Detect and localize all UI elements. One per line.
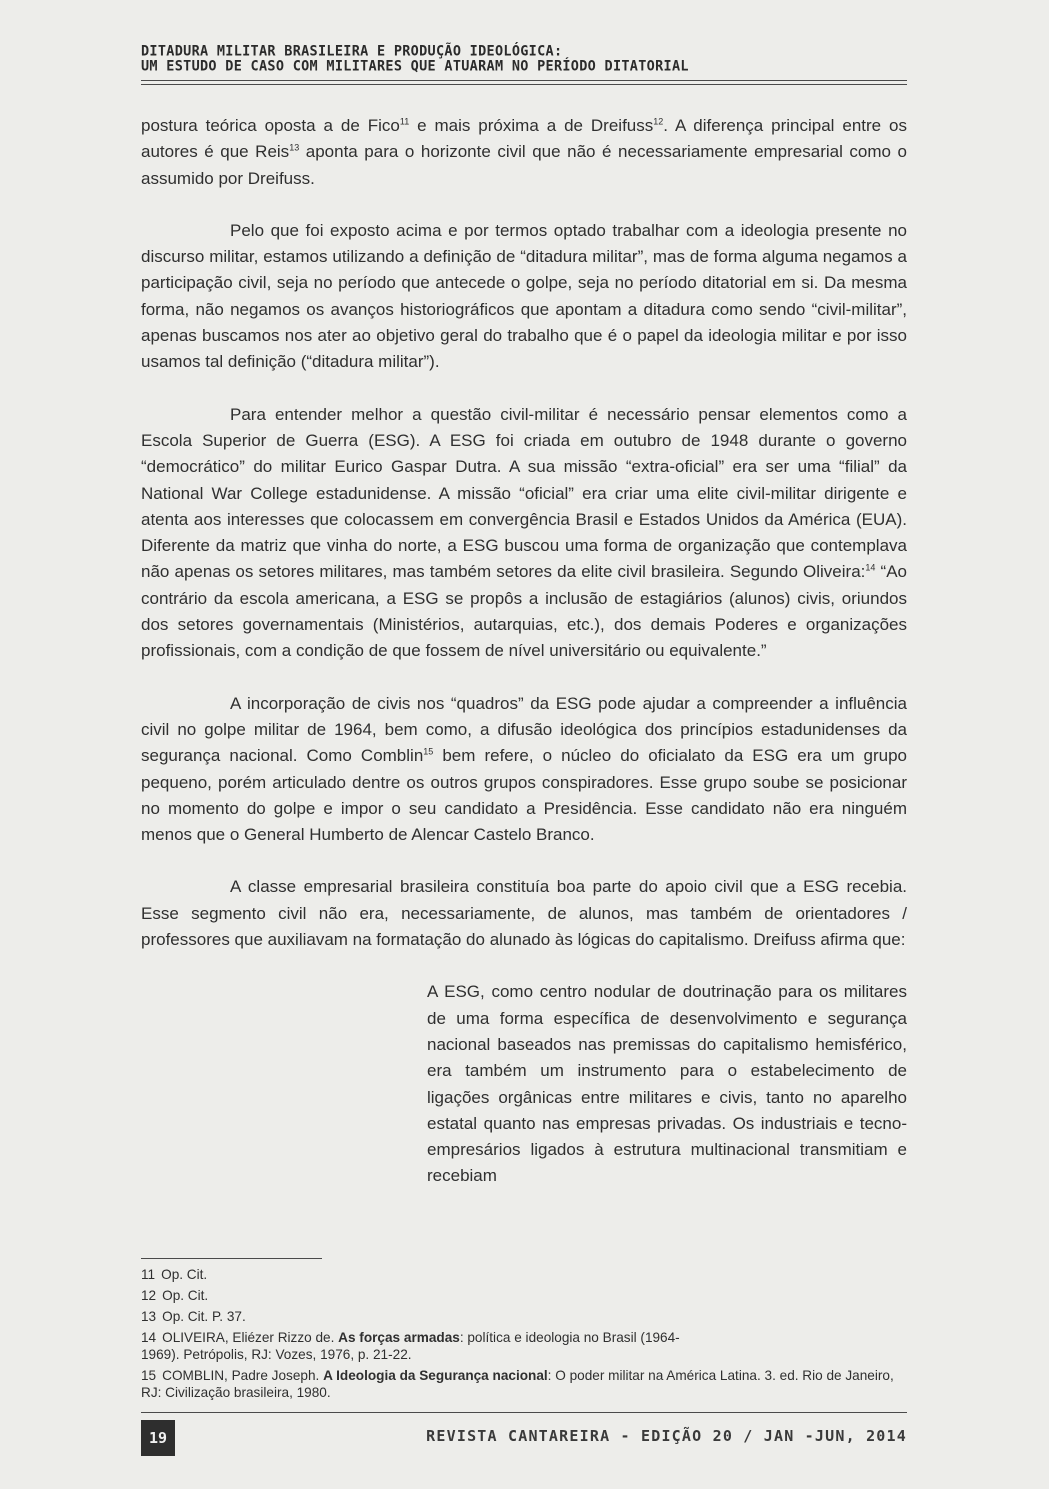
block-quote: A ESG, como centro nodular de doutrinação para os militares de uma forma específica de desenvolvimento e segurança nacional baseados nas premissas do capitalismo hemisférico, era também um instrumento para o estabelecimento de ligações orgânicas entre militares e civis, tanto no aparelho estatal quanto nas empresas privadas. Os industriais e tecno-empresários ligados à estrutura multinacional transmitiam e recebiam xyxy=(427,982,907,1186)
header-title-line-2: UM ESTUDO DE CASO COM MILITARES QUE ATUARAM NO PERÍODO DITATORIAL xyxy=(141,57,689,75)
paragraph-1-text-c: . A diferença principal entre os autores é que Reis xyxy=(141,116,907,162)
footnote-11 xyxy=(141,1266,907,1283)
footnotes xyxy=(141,1258,907,1405)
footnote-book-title: A Ideologia da Segurança nacional xyxy=(323,1368,548,1383)
paragraph-5: A classe empresarial brasileira constituía boa parte do apoio civil que a ESG recebia. Esse segmento civil não era, necessariamente, de alunos, mas também de orientadores / professores que auxiliavam na formatação do alunado às lógicas do capitalismo. Dreifuss afirma que: xyxy=(141,877,907,950)
footnote-number: 11 xyxy=(141,1267,156,1282)
footnote-text: Op. Cit. P. 37. xyxy=(162,1309,246,1324)
footnote-ref-14[interactable]: 14 xyxy=(865,562,876,573)
paragraph-3-text-b: “Ao contrário da escola americana, a ESG se propôs a inclusão de estagiários (alunos) civis, oriundos dos setores governamentais (Ministérios, autarquias, etc.), dos demais Poderes e organizações profissionais, com a condição de que fossem de nível universitário ou equivalente.” xyxy=(141,562,907,661)
running-header xyxy=(141,44,907,85)
paragraph-1-text-b: e mais próxima a de Dreifuss xyxy=(409,116,654,135)
paragraph-4-text-a: A incorporação de civis nos “quadros” da ESG pode ajudar a compreender a influência civil no golpe militar de 1964, bem como, a difusão ideológica dos princípios estadunidenses da segurança nacional. Como Comblin xyxy=(141,693,907,766)
paragraph-1-text-a: postura teórica oposta a de Fico xyxy=(141,116,400,135)
footnote-book-title: As forças armadas xyxy=(338,1330,460,1345)
footnote-rule xyxy=(141,1258,322,1259)
paragraph-4-text-b: bem refere, o núcleo do oficialato da ESG era um grupo pequeno, porém articulado dentre os outros grupos conspiradores. Esse grupo soube se posicionar no momento do golpe e impor o seu candidato a Presidência. Esse candidato não era ninguém menos que o General Humberto de Alencar Castelo Branco. xyxy=(141,746,908,845)
footnote-14 xyxy=(141,1329,907,1363)
paragraph-1 xyxy=(141,113,907,192)
header-title-line-1: DITADURA MILITAR BRASILEIRA E PRODUÇÃO IDEOLÓGICA: xyxy=(141,42,563,60)
footnote-text: : política e ideologia no Brasil (1964- xyxy=(459,1330,680,1345)
page-number: 19 xyxy=(141,1420,175,1456)
paragraph-3-text-a: Para entender melhor a questão civil-militar é necessário pensar elementos como a Escola Superior de Guerra (ESG). A ESG foi criada em outubro de 1948 durante o governo “democrático” do militar Eurico Gaspar Dutra. A sua missão “extra-oficial” era ser uma “filial” da National War College estadunidense. A missão “oficial” era criar uma elite civil-militar dirigente e atenta aos interesses que colocassem em convergência Brasil e Estados Unidos da América (EUA). Diferente da matriz que vinha do norte, a ESG buscou uma forma de organização que contemplava não apenas os setores militares, mas também setores da elite civil brasileira. Segundo Oliveira: xyxy=(141,404,907,582)
paragraph-4 xyxy=(141,691,907,849)
journal-edition: REVISTA CANTAREIRA - EDIÇÃO 20 / JAN -JUN, 2014 xyxy=(426,1427,907,1445)
footnote-number: 12 xyxy=(141,1288,157,1303)
footnote-ref-12[interactable]: 12 xyxy=(653,116,664,127)
footer-rule xyxy=(141,1412,907,1413)
footnote-15 xyxy=(141,1367,907,1401)
footnote-13 xyxy=(141,1308,907,1325)
footnote-number: 15 xyxy=(141,1368,157,1383)
footnote-ref-11[interactable]: 11 xyxy=(399,116,410,127)
article-body xyxy=(141,113,907,1190)
footnote-text: Op. Cit. xyxy=(161,1267,208,1282)
footnote-text: : O poder militar na América Latina. 3. ed. Rio de Janeiro, RJ: Civilização brasileira, 1980. xyxy=(141,1368,894,1400)
paragraph-3 xyxy=(141,402,907,665)
footnote-text: COMBLIN, Padre Joseph. xyxy=(162,1368,324,1383)
footnote-text: Op. Cit. xyxy=(162,1288,209,1303)
header-rule xyxy=(141,80,907,85)
footnote-ref-13[interactable]: 13 xyxy=(289,142,300,153)
footnote-number: 14 xyxy=(141,1330,157,1345)
footnote-text: 1969). Petrópolis, RJ: Vozes, 1976, p. 21-22. xyxy=(141,1347,412,1362)
paragraph-1-text-d: aponta para o horizonte civil que não é necessariamente empresarial como o assumido por Dreifuss. xyxy=(141,142,907,188)
footnote-12 xyxy=(141,1287,907,1304)
footnote-text: OLIVEIRA, Eliézer Rizzo de. xyxy=(162,1330,339,1345)
footnote-ref-15[interactable]: 15 xyxy=(423,746,434,757)
paragraph-2: Pelo que foi exposto acima e por termos optado trabalhar com a ideologia presente no discurso militar, estamos utilizando a definição de “ditadura militar”, mas de forma alguma negamos a participação civil, seja no período que antecede o golpe, seja no período ditatorial em si. Da mesma forma, não negamos os avanços historiográficos que apontam a ditadura como sendo “civil-militar”, apenas buscamos nos ater ao objetivo geral do trabalho que é o papel da ideologia militar e por isso usamos tal definição (“ditadura militar”). xyxy=(141,220,907,372)
footnote-number: 13 xyxy=(141,1309,157,1324)
